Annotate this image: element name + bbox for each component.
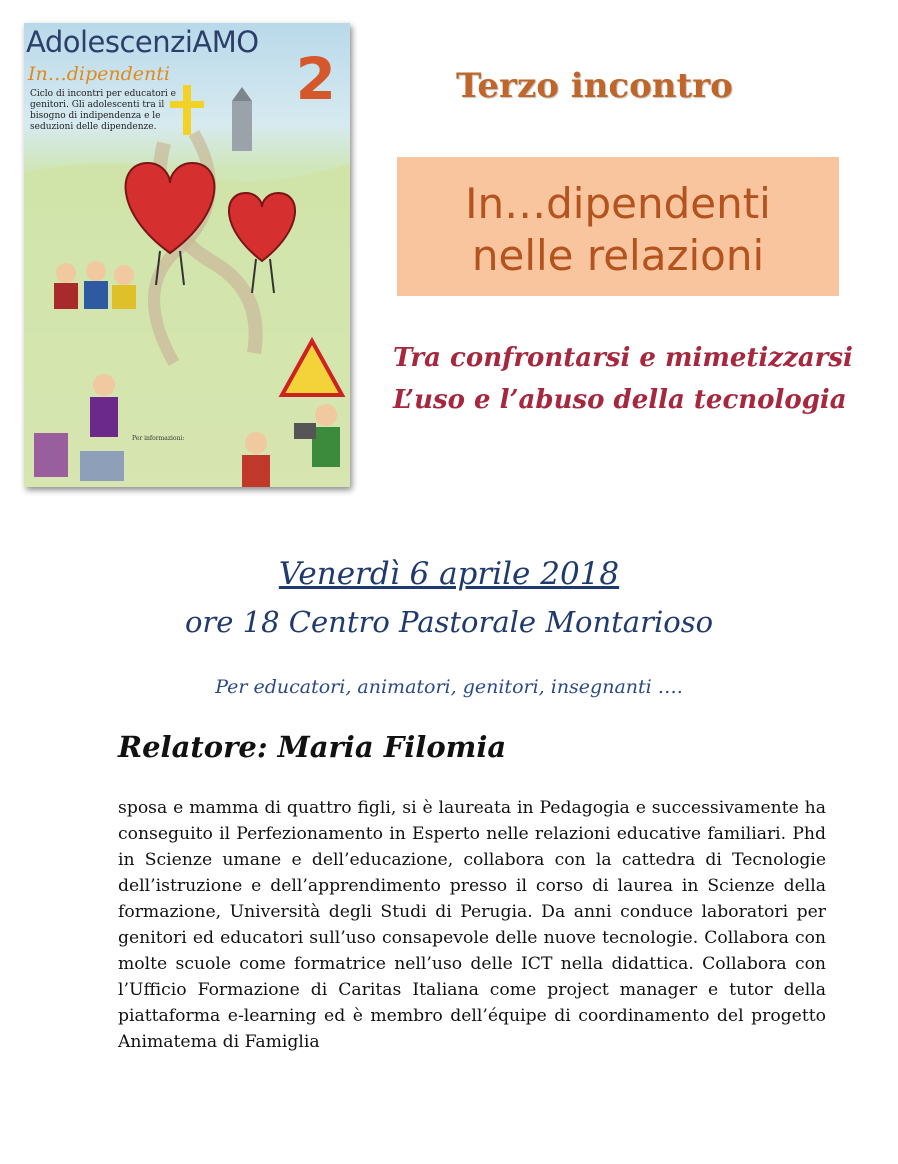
- event-audience: Per educatori, animatori, genitori, insegnanti ….: [215, 676, 683, 698]
- title-line-2: nelle relazioni: [471, 231, 765, 280]
- title-box: [397, 157, 839, 296]
- event-time-place: ore 18 Centro Pastorale Montarioso: [184, 605, 714, 639]
- poster-description: Ciclo di incontri per educatori e genitori. Gli adolescenti tra il bisogno di indipendenza e le seduzioni delle dipendenze.: [30, 89, 176, 132]
- speaker-bio: sposa e mamma di quattro figli, si è laureata in Pedagogia e successivamente ha conseguito il Perfezionamento in Esperto nelle relazioni educative familiari. Phd in Scienze umane e dell’educazione, collabora con la cattedra di Tecnologie dell’istruzione e dell’apprendimento presso il corso di laurea in Scienze della formazione, Università degli Studi di Perugia. Da anni conduce laboratori per genitori ed educatori sull’uso consapevole delle nuove tecnologie. Collabora con molte scuole come formatrice nell’uso delle ICT nella didattica. Collabora con l’Ufficio Formazione di Caritas Italiana come project manager e tutor della piattaforma e-learning ed è membro dell’équipe di coordinamento del progetto Animatema di Famiglia: [118, 798, 826, 1052]
- poster-subtitle: In…dipendenti: [28, 63, 170, 85]
- title-line-1: In…dipendenti: [465, 179, 771, 228]
- event-date: Venerdì 6 aprile 2018: [278, 556, 620, 592]
- poster-info-label: Per informazioni:: [132, 435, 185, 442]
- meeting-heading: Terzo incontro: [456, 66, 733, 106]
- tagline-1: Tra confrontarsi e mimetizzarsi: [393, 343, 853, 373]
- tagline-2: L’uso e l’abuso della tecnologia: [393, 385, 847, 415]
- speaker-heading: Relatore: Maria Filomia: [118, 730, 507, 764]
- poster-title: AdolescenziAMO: [26, 25, 259, 59]
- poster-number: 2: [295, 45, 336, 113]
